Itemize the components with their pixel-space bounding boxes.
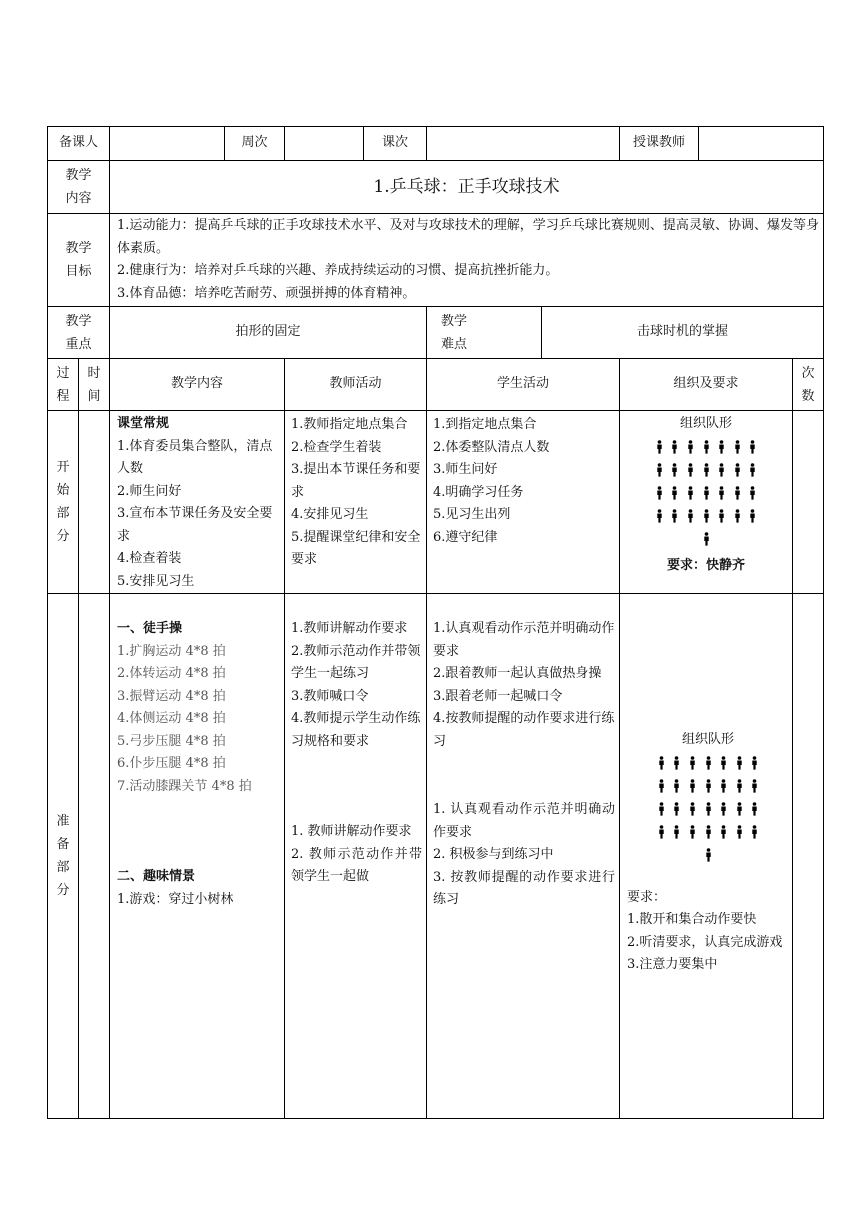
col-time: [79, 359, 110, 411]
prep-part2-student-item: 3. 按教师提醒的动作要求进行练习: [433, 869, 616, 907]
start-student-item: 5.见习生出列: [433, 507, 511, 522]
preparer-label: 备课人: [48, 127, 110, 161]
person-icon: [718, 756, 729, 770]
person-icon: [654, 486, 665, 500]
person-icon: [716, 440, 727, 454]
prep-part2-student-item: 1. 认真观看动作示范并明确动作要求: [433, 802, 616, 840]
start-organization: [620, 411, 793, 594]
person-icon: [718, 825, 729, 839]
prep-org-req-title: 要求：: [627, 889, 667, 905]
col-time-line2: 间: [87, 388, 101, 404]
prep-part1-item: 5.弓步压腿 4*8 拍: [117, 733, 226, 749]
prep-part1-student-item: 3.跟着老师一起喊口令: [433, 688, 563, 704]
prep-org-title: 组织队形: [682, 732, 735, 747]
person-icon: [716, 486, 727, 500]
person-icon: [687, 756, 698, 770]
prep-part1-teacher-item: 3.教师喊口令: [291, 688, 369, 704]
start-label-char: 分: [56, 529, 70, 544]
person-icon: [703, 756, 714, 770]
prep-label-char: 分: [56, 883, 70, 898]
formation-leader-row: [653, 844, 762, 867]
spacer: [627, 871, 789, 887]
person-icon: [656, 802, 667, 816]
person-icon: [701, 440, 712, 454]
person-icon: [671, 756, 682, 770]
start-content-item: 3.宣布本节课任务及安全要求: [117, 506, 273, 544]
col-organization: 组织及要求: [620, 359, 793, 411]
prep-part1-teacher-item: 4.教师提示学生动作练习规格和要求: [291, 711, 421, 749]
goals-label-line2: 目标: [65, 264, 92, 279]
person-icon: [718, 779, 729, 793]
person-icon: [671, 779, 682, 793]
start-teacher-item: 2.检查学生着装: [291, 439, 382, 455]
col-count-line1: 次: [801, 365, 815, 381]
col-process-line2: 程: [56, 388, 70, 404]
start-time-cell: [79, 411, 110, 594]
header-row: [48, 127, 824, 161]
person-icon: [732, 440, 743, 454]
prep-part1-item: 2.体转运动 4*8 拍: [117, 666, 226, 681]
person-icon: [734, 825, 745, 839]
difficulty-label: [427, 307, 542, 359]
content-label-line2: 内容: [65, 191, 92, 206]
start-teacher-item: 5.提醒课堂纪律和安全要求: [291, 529, 421, 567]
formation-row: [653, 798, 762, 821]
person-icon: [749, 756, 760, 770]
start-label-char: 开: [56, 460, 70, 475]
start-student-item: 4.明确学习任务: [433, 484, 524, 500]
person-icon: [669, 440, 680, 454]
goal-item: 2.健康行为：培养对乒乓球的兴趣、养成持续运动的习惯、提高抗挫折能力。: [117, 263, 559, 278]
start-label-char: 部: [56, 506, 70, 521]
col-process: [48, 359, 79, 411]
person-icon: [654, 463, 665, 477]
prep-label-char: 备: [56, 837, 70, 852]
prep-part1-item: 6.仆步压腿 4*8 拍: [117, 756, 226, 771]
lesson-plan-page: [47, 126, 823, 1119]
start-content-item: 1.体育委员集合整队，清点人数: [117, 438, 273, 476]
person-icon: [732, 509, 743, 523]
person-icon: [747, 509, 758, 523]
person-icon: [669, 509, 680, 523]
col-teacher: 教师活动: [285, 359, 427, 411]
prep-count-cell: [793, 594, 824, 1119]
col-process-line1: 过: [56, 365, 70, 381]
goal-item: 1.运动能力：提高乒乓球的正手攻球技术水平、及对与攻球技术的理解，学习乒乓球比赛规则、提高灵敏、协调、爆发等身体素质。: [117, 218, 820, 256]
person-icon: [749, 779, 760, 793]
start-student-item: 3.师生问好: [433, 462, 498, 477]
formation-row: [653, 752, 762, 775]
start-content-item: 5.安排见习生: [117, 573, 195, 589]
start-content: [110, 411, 285, 594]
person-icon: [734, 802, 745, 816]
start-student-item: 1.到指定地点集合: [433, 417, 537, 432]
goals-row: [48, 214, 824, 307]
start-teacher-item: 1.教师指定地点集合: [291, 417, 408, 432]
prep-part2-student-item: 2. 积极参与到练习中: [433, 847, 554, 862]
week-value[interactable]: [285, 127, 364, 161]
start-org-title: 组织队形: [680, 416, 733, 431]
key-points-label: [48, 307, 110, 359]
prep-part1-item: 4.体侧运动 4*8 拍: [117, 711, 226, 726]
person-icon: [701, 509, 712, 523]
prep-organization: [620, 594, 793, 1119]
prep-org-req-item: 2.听清要求，认真完成游戏: [627, 934, 783, 950]
prep-part2-teacher-item: 2. 教师示范动作并带领学生一起做: [291, 846, 423, 884]
goal-item: 3.体育品德：培养吃苦耐劳、顽强拼搏的体育精神。: [117, 285, 416, 301]
person-icon: [701, 486, 712, 500]
start-count-cell: [793, 411, 824, 594]
content-row: [48, 161, 824, 214]
goals-label-line1: 教学: [65, 241, 92, 256]
lesson-plan-table: [47, 126, 824, 1119]
spacer: [117, 798, 281, 866]
start-label-char: 始: [56, 483, 70, 498]
person-icon: [732, 486, 743, 500]
person-icon: [747, 463, 758, 477]
person-icon: [734, 779, 745, 793]
start-section-row: [48, 411, 824, 594]
prep-part2-item: 1.游戏：穿过小树林: [117, 891, 234, 907]
col-content: 教学内容: [110, 359, 285, 411]
prep-label-char: 准: [56, 814, 70, 829]
person-icon: [703, 825, 714, 839]
spacer: [433, 753, 615, 799]
person-icon: [749, 825, 760, 839]
prep-part1-teacher-item: 1.教师讲解动作要求: [291, 621, 408, 636]
start-teacher: [285, 411, 427, 594]
person-icon: [669, 463, 680, 477]
formation-row: [651, 505, 760, 528]
col-student: 学生活动: [427, 359, 620, 411]
person-icon: [656, 779, 667, 793]
prep-section-label: [48, 594, 79, 1119]
start-org-requirement: 要求：快静齐: [667, 557, 746, 573]
key-points-label-line1: 教学: [65, 313, 92, 329]
difficulty-value: 击球时机的掌握: [542, 307, 824, 359]
prep-student: [427, 594, 620, 1119]
formation-row: [653, 821, 762, 844]
person-icon: [747, 486, 758, 500]
person-icon: [685, 463, 696, 477]
person-icon: [687, 825, 698, 839]
person-icon: [654, 440, 665, 454]
prep-content: [110, 594, 285, 1119]
prep-part1-item: 7.活动膝踝关节 4*8 拍: [117, 778, 252, 794]
teacher-value[interactable]: [699, 127, 824, 161]
start-content-heading: 课堂常规: [117, 416, 170, 431]
person-icon: [718, 802, 729, 816]
start-content-item: 2.师生问好: [117, 483, 182, 499]
preparer-value[interactable]: [110, 127, 225, 161]
prep-part1-teacher-item: 2.教师示范动作并带领学生一起练习: [291, 643, 421, 681]
prep-part1-item: 3.振臂运动 4*8 拍: [117, 688, 226, 704]
start-section-label: [48, 411, 79, 594]
lesson-value[interactable]: [427, 127, 620, 161]
start-content-item: 4.检查着装: [117, 551, 182, 566]
goals-label: [48, 214, 110, 307]
person-icon: [687, 779, 698, 793]
prep-part2-teacher-item: 1. 教师讲解动作要求: [291, 824, 412, 839]
person-icon: [654, 509, 665, 523]
formation-row: [651, 436, 760, 459]
person-icon: [669, 486, 680, 500]
content-label: [48, 161, 110, 214]
person-icon: [716, 509, 727, 523]
person-icon: [685, 486, 696, 500]
person-icon: [671, 825, 682, 839]
person-icon: [703, 779, 714, 793]
person-icon: [671, 802, 682, 816]
lesson-label: 课次: [364, 127, 427, 161]
lesson-title: 1.乒乓球：正手攻球技术: [110, 161, 824, 214]
prep-org-req-item: 3.注意力要集中: [627, 957, 718, 972]
person-icon: [703, 848, 714, 862]
prep-formation: [653, 752, 762, 867]
start-teacher-item: 4.安排见习生: [291, 507, 369, 522]
key-points-label-line2: 重点: [65, 336, 92, 352]
column-header-row: [48, 359, 824, 411]
person-icon: [701, 532, 712, 546]
prep-part1-heading: 一、徒手操: [117, 621, 183, 636]
prep-section-row: [48, 594, 824, 1119]
formation-row: [651, 482, 760, 505]
start-student: [427, 411, 620, 594]
prep-label-char: 部: [56, 860, 70, 875]
spacer: [627, 594, 789, 729]
prep-part2-heading: 二、趣味情景: [117, 869, 196, 884]
prep-org-req-item: 1.散开和集合动作要快: [627, 912, 757, 927]
col-time-line1: 时: [87, 365, 101, 381]
teacher-label: 授课教师: [620, 127, 699, 161]
person-icon: [749, 802, 760, 816]
start-teacher-item: 3.提出本节课任务和要求: [291, 462, 421, 500]
formation-row: [653, 775, 762, 798]
person-icon: [732, 463, 743, 477]
person-icon: [656, 756, 667, 770]
key-points-value: 拍形的固定: [110, 307, 427, 359]
person-icon: [685, 509, 696, 523]
person-icon: [734, 756, 745, 770]
prep-time-cell: [79, 594, 110, 1119]
difficulty-label-line2: 难点: [441, 336, 468, 352]
person-icon: [747, 440, 758, 454]
prep-part1-item: 1.扩胸运动 4*8 拍: [117, 643, 226, 659]
prep-teacher: [285, 594, 427, 1119]
prep-part1-student-item: 1.认真观看动作示范并明确动作要求: [433, 621, 615, 659]
col-count-line2: 数: [801, 388, 815, 404]
key-points-row: [48, 307, 824, 359]
person-icon: [701, 463, 712, 477]
person-icon: [687, 802, 698, 816]
person-icon: [656, 825, 667, 839]
prep-part1-student-item: 4.按教师提醒的动作要求进行练习: [433, 711, 615, 749]
start-student-item: 2.体委整队清点人数: [433, 439, 550, 455]
spacer: [291, 753, 422, 821]
content-label-line1: 教学: [65, 168, 92, 183]
formation-row: [651, 459, 760, 482]
formation-leader-row: [651, 528, 760, 551]
person-icon: [716, 463, 727, 477]
goals-text: [110, 214, 824, 307]
start-student-item: 6.遵守纪律: [433, 529, 498, 545]
col-count: [793, 359, 824, 411]
prep-part1-student-item: 2.跟着教师一起认真做热身操: [433, 666, 602, 681]
person-icon: [703, 802, 714, 816]
person-icon: [685, 440, 696, 454]
week-label: 周次: [225, 127, 285, 161]
difficulty-label-line1: 教学: [441, 313, 468, 329]
start-formation: [651, 436, 760, 551]
